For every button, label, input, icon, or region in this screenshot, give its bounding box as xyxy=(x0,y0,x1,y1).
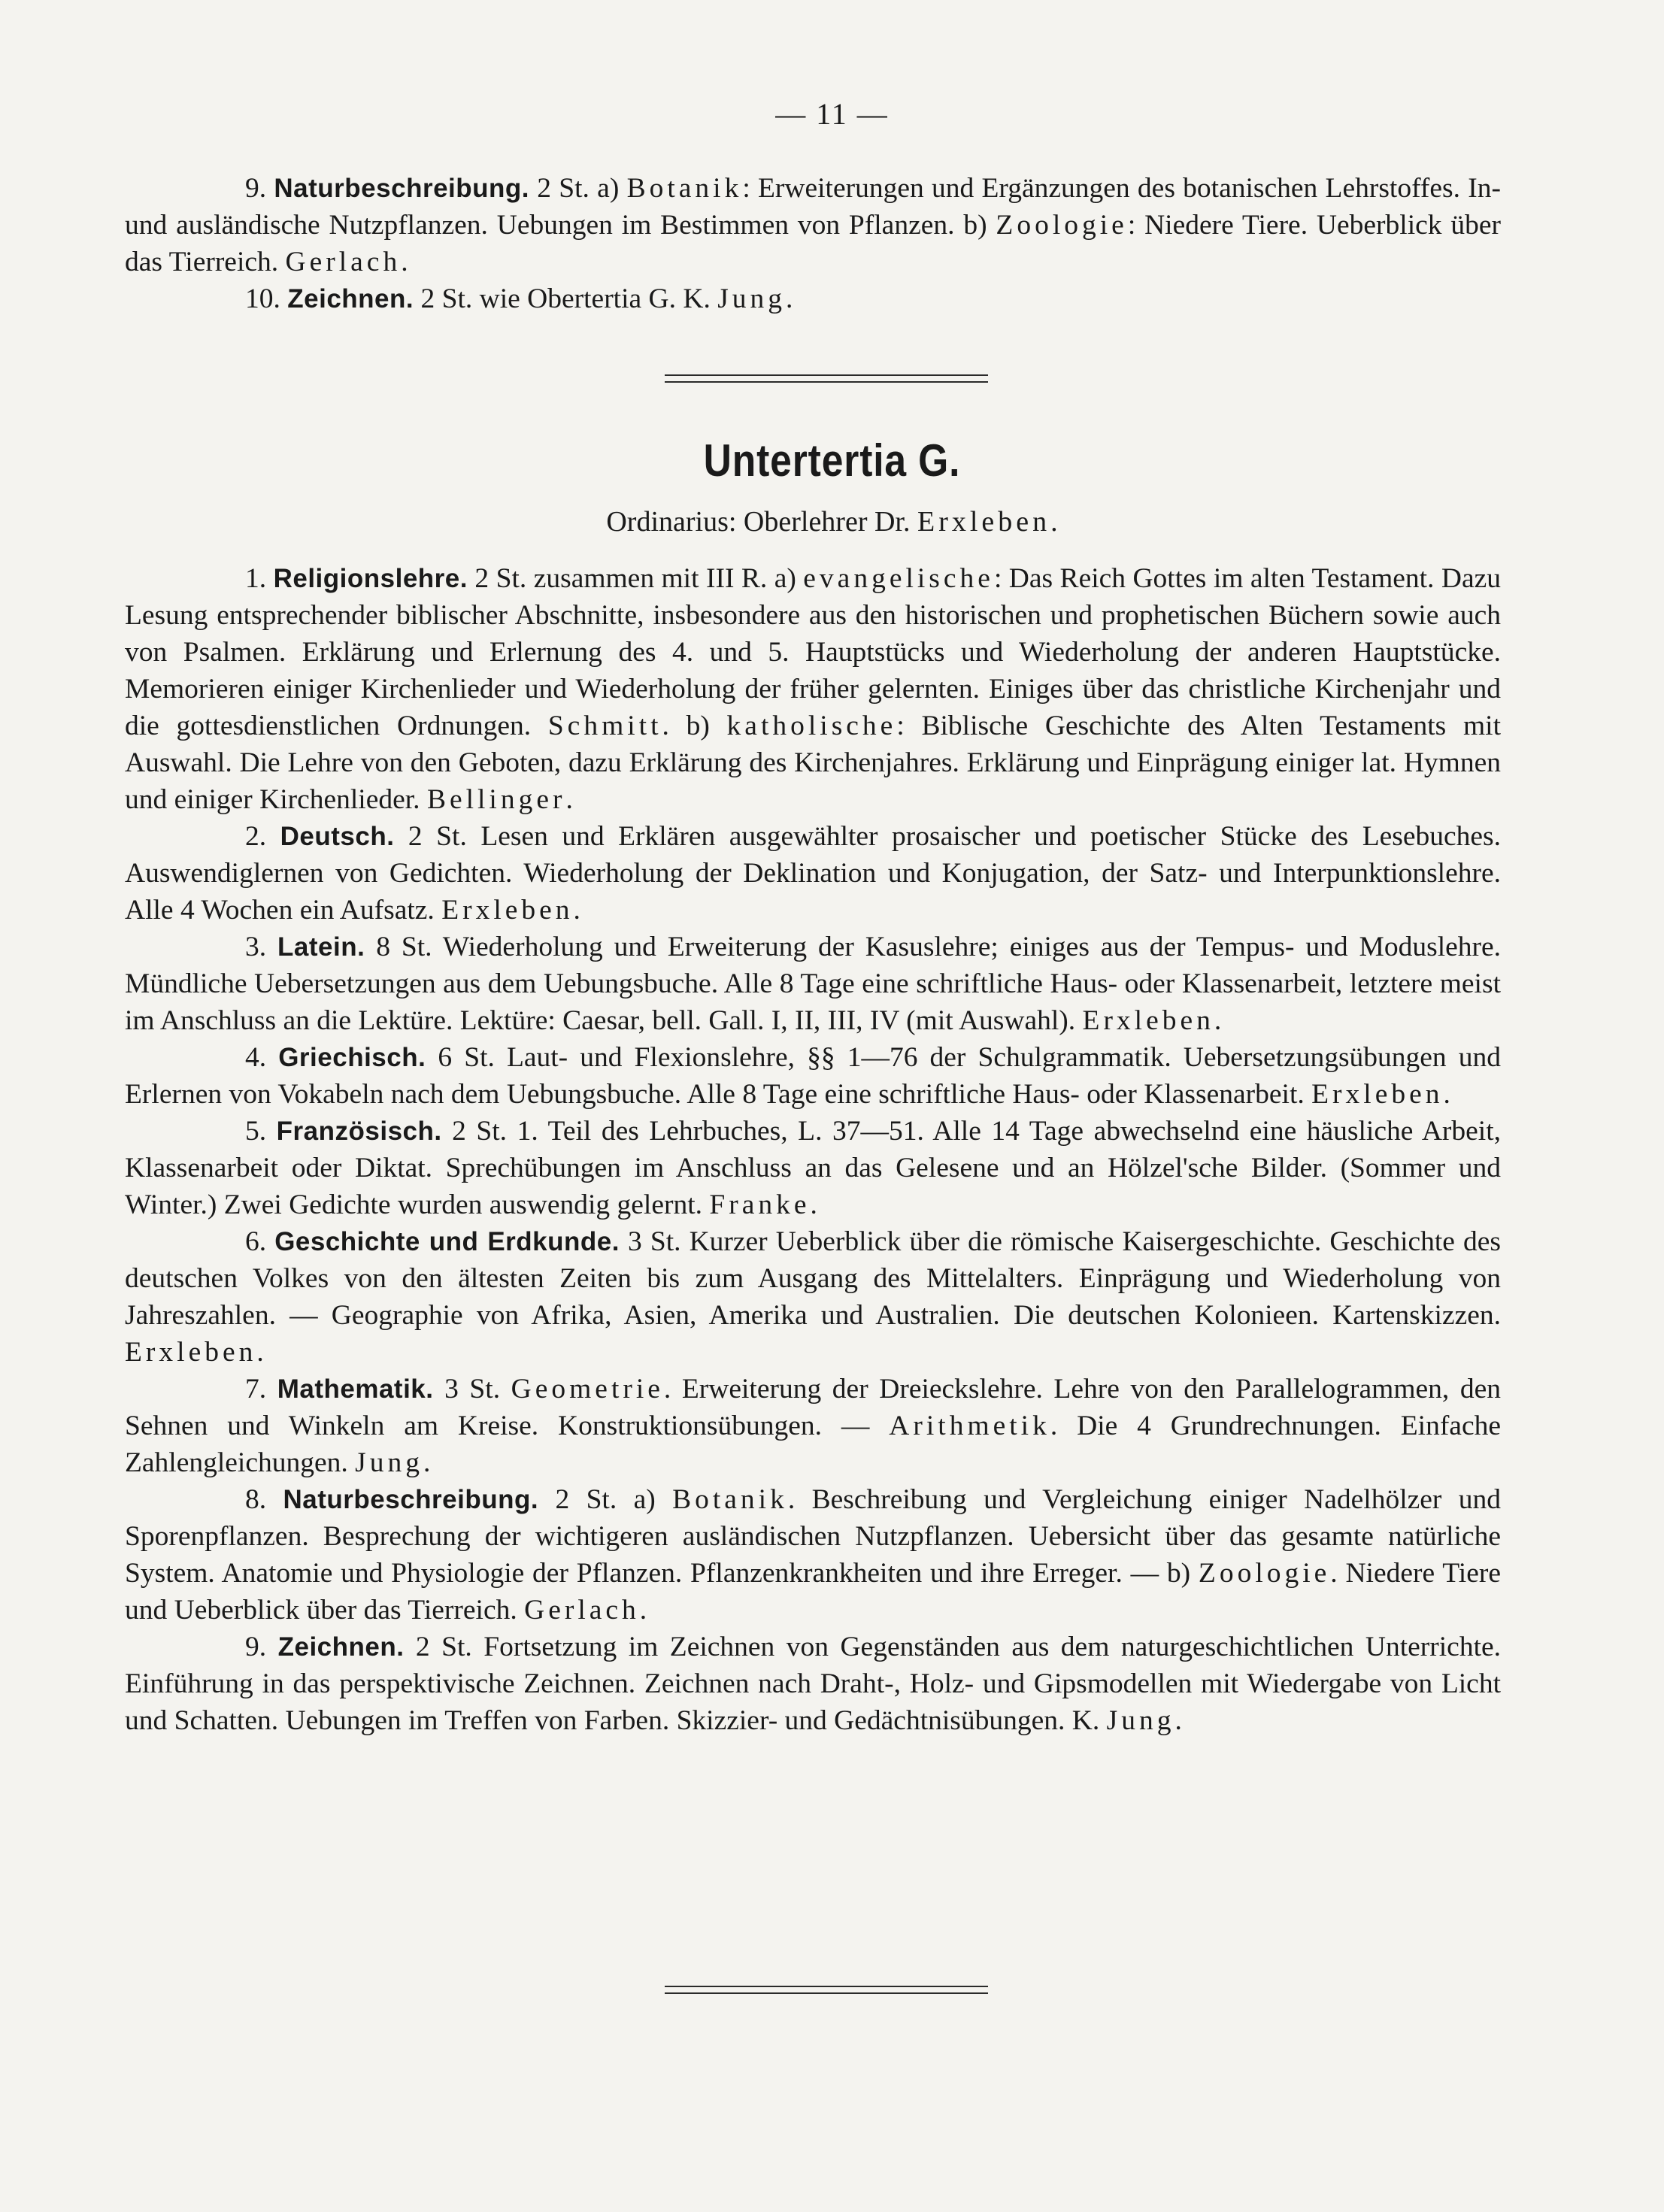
entry-text: . xyxy=(401,247,408,277)
spaced-term: Bellinger xyxy=(426,784,566,815)
entry-number: 1. xyxy=(245,563,267,594)
ordinarius-label: Ordinarius: Oberlehrer Dr. xyxy=(606,506,911,538)
spaced-term: Botanik xyxy=(626,173,743,204)
subject-heading: Religionslehre. xyxy=(273,564,468,593)
entry-text: 3 St. Kurzer Ueberblick über die römische Kaisergeschichte. Geschichte des deutschen Volkes von den ältesten Zeiten bis zum Ausgang des Mittelalters. Einprägung und Wiederholung von Jahreszahlen. — Geographie von Afrika, Asien, Amerika und Australien. Die deutschen Kolonieen. Kartenskizzen. xyxy=(125,1226,1501,1331)
subject-heading: Französisch. xyxy=(276,1117,442,1146)
entry-text: . xyxy=(639,1595,647,1626)
spaced-term: Erxleben xyxy=(1082,1005,1214,1036)
subject-entry xyxy=(125,929,1501,1039)
entry-number: 6. xyxy=(245,1226,267,1257)
ordinarius-end: . xyxy=(1050,506,1058,538)
subject-entry xyxy=(125,1039,1501,1113)
subject-entry xyxy=(125,1481,1501,1629)
top-section xyxy=(125,170,1501,317)
entry-text: : Erweiterungen und Ergänzungen des botanischen Lehrstoffes. In- und ausländische Nutzpflanzen. Uebungen im Bestimmen von Pflanzen. b) xyxy=(125,173,1501,241)
entry-number: 9. xyxy=(245,1632,267,1662)
subject-entry xyxy=(125,560,1501,818)
spaced-term: Jung xyxy=(1106,1705,1175,1736)
spaced-term: Gerlach xyxy=(524,1595,640,1626)
spaced-term: Arithmetik xyxy=(889,1411,1050,1441)
entry-text: . xyxy=(1174,1705,1182,1736)
entry-text: 2 St. Lesen und Erklären ausgewählter prosaischer und poetischer Stücke des Lesebuches. Auswendiglernen von Gedichten. Wiederholung der Deklination und Konjugation, der Satz- und Interpunktionslehre. Alle 4 Wochen ein Aufsatz. xyxy=(125,821,1501,926)
entry-number: 5. xyxy=(245,1116,267,1147)
entry-text: . xyxy=(786,283,793,314)
entry-text: . xyxy=(423,1447,431,1478)
subject-entry xyxy=(125,818,1501,929)
entry-text: 2 St. 1. Teil des Lehrbuches, L. 37—51. Alle 14 Tage abwechselnd eine häusliche Arbeit, Klassenarbeit oder Diktat. Sprechübungen im Anschluss an das Gelesene und an Hölzel'sche Bilder. (Sommer und Winter.) Zwei Gedichte wurden auswendig gelernt. xyxy=(125,1116,1501,1220)
entry-text: . Niedere Tiere und Ueberblick über das Tierreich. xyxy=(125,1558,1501,1626)
subject-entry xyxy=(125,1223,1501,1371)
subject-entry xyxy=(125,1371,1501,1481)
entry-text: . xyxy=(810,1189,817,1220)
spaced-term: Zoologie xyxy=(1198,1558,1331,1589)
section-body xyxy=(125,560,1501,1739)
entry-text: : Biblische Geschichte des Alten Testaments mit Auswahl. Die Lehre von den Geboten, dazu Erklärung des Kirchenjahres. Erklärung und Einprägung einiger lat. Hymnen und einiger Kirchenlieder. xyxy=(125,711,1501,815)
entry-text: : Das Reich Gottes im alten Testament. Dazu Lesung entsprechender biblischer Abschnitte, insbesondere aus den historischen und prophetischen Büchern sowie auch von Psalmen. Erklärung und Erlernung des 4. und 5. Hauptstücks und Wiederholung der anderen Hauptstücke. Memorieren einiger Kirchenlieder und Wiederholung der früher gelernten. Einiges über das christliche Kirchenjahr und die gottesdienstlichen Ordnungen. xyxy=(125,563,1501,741)
spaced-term: Erxleben xyxy=(1311,1079,1444,1110)
entry-text: . xyxy=(565,784,573,815)
spaced-term: Erxleben xyxy=(441,895,574,926)
spaced-term: Botanik xyxy=(672,1484,788,1515)
spaced-term: Jung xyxy=(717,283,787,314)
subject-entry xyxy=(125,1113,1501,1223)
entry-text: 2 St. a) xyxy=(529,173,627,204)
entry-text: 2 St. wie Obertertia G. K. xyxy=(414,283,718,314)
section-title: Untertertia G. xyxy=(703,435,961,486)
entry-number: 8. xyxy=(245,1484,267,1515)
entry-text: 2 St. zusammen mit III R. a) xyxy=(467,563,804,594)
entry-text: 2 St. a) xyxy=(538,1484,673,1515)
entry-text: . xyxy=(256,1337,264,1368)
entry-number: 10. xyxy=(245,283,280,314)
entry-number: 7. xyxy=(245,1374,267,1404)
spaced-term: Zoologie xyxy=(996,210,1128,241)
subject-heading: Latein. xyxy=(277,932,365,962)
entry-text: . Beschreibung und Vergleichung einiger Nadelhölzer und Sporenpflanzen. Besprechung der wichtigeren ausländischen Nutzpflanzen. Uebersicht über das gesamte natürliche System. Anatomie und Physiologie der Pflanzen. Pflanzenkrankheiten und ihre Erreger. — b) xyxy=(125,1484,1502,1589)
subject-heading: Geschichte und Erdkunde. xyxy=(274,1227,620,1256)
entry-text: . xyxy=(1443,1079,1450,1110)
subject-entry xyxy=(125,170,1501,280)
ordinarius-name: Erxleben xyxy=(917,506,1051,538)
entry-text: . b) xyxy=(662,711,727,741)
entry-text: . Die 4 Grundrechnungen. Einfache Zahlengleichungen. xyxy=(125,1411,1501,1478)
spaced-term: Franke xyxy=(709,1189,811,1220)
section-divider-top xyxy=(665,374,988,383)
entry-text: : Niedere Tiere. Ueberblick über das Tierreich. xyxy=(125,210,1501,277)
entry-text: 8 St. Wiederholung und Erweiterung der Kasuslehre; einiges aus der Tempus- und Moduslehre. Mündliche Uebersetzungen aus dem Uebungsbuche. Alle 8 Tage eine schriftliche Haus- oder Klassenarbeit, letztere meist im Anschluss an die Lektüre. Lektüre: Caesar, bell. Gall. I, II, III, IV (mit Auswahl). xyxy=(125,932,1502,1036)
spaced-term: Erxleben xyxy=(125,1337,257,1368)
entry-number: 2. xyxy=(245,821,267,852)
entry-number: 3. xyxy=(245,932,267,962)
subject-heading: Zeichnen. xyxy=(277,1632,405,1662)
spaced-term: Geometrie xyxy=(511,1374,664,1404)
subject-heading: Naturbeschreibung. xyxy=(274,174,529,203)
subject-heading: Naturbeschreibung. xyxy=(283,1485,539,1514)
subject-heading: Mathematik. xyxy=(277,1374,434,1404)
entry-text: 6 St. Laut- und Flexionslehre, §§ 1—76 der Schulgrammatik. Uebersetzungsübungen und Erlernen von Vokabeln nach dem Uebungsbuche. Alle 8 Tage eine schriftliche Haus- oder Klassenarbeit. xyxy=(125,1042,1501,1110)
entry-text: 3 St. xyxy=(433,1374,511,1404)
entry-text: . xyxy=(573,895,580,926)
entry-text: 2 St. Fortsetzung im Zeichnen von Gegenständen aus dem naturgeschichtlichen Unterrichte. Einführung in das perspektivische Zeichnen. Zeichnen nach Draht-, Holz- und Gipsmodellen mit Wiedergabe von Licht und Schatten. Uebungen im Treffen von Farben. Skizzier- und Gedächtnisübungen. K. xyxy=(125,1632,1502,1736)
entry-number: 4. xyxy=(245,1042,267,1073)
subject-entry xyxy=(125,1629,1501,1739)
spaced-term: katholische xyxy=(726,711,897,741)
entry-text: . xyxy=(1214,1005,1222,1036)
page-number: — 11 — xyxy=(775,97,889,131)
spaced-term: Gerlach xyxy=(285,247,402,277)
entry-number: 9. xyxy=(245,173,267,204)
subject-heading: Zeichnen. xyxy=(287,284,414,314)
spaced-term: evangelische xyxy=(803,563,994,594)
spaced-term: Schmitt xyxy=(547,711,662,741)
subject-entry xyxy=(125,280,1501,317)
section-divider-bottom xyxy=(665,1986,988,1994)
subject-heading: Griechisch. xyxy=(278,1043,426,1072)
subject-heading: Deutsch. xyxy=(280,822,395,851)
ordinarius-line xyxy=(0,505,1664,538)
entry-text: . Erweiterung der Dreieckslehre. Lehre von den Parallelogrammen, den Sehnen und Winkeln am Kreise. Konstruktionsübungen. — xyxy=(125,1374,1502,1441)
spaced-term: Jung xyxy=(355,1447,423,1478)
